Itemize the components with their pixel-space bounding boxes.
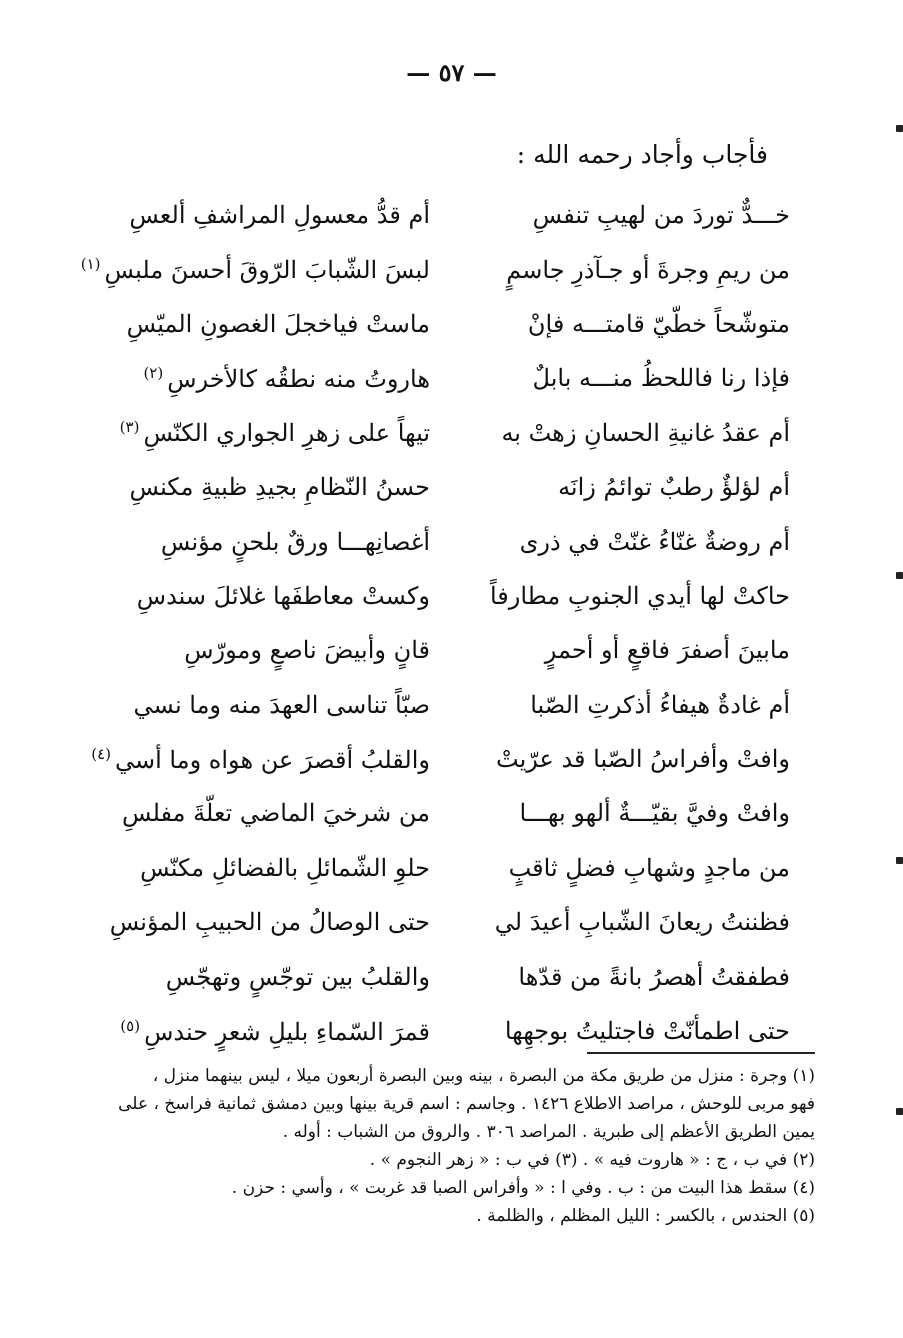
verse-line: [95, 841, 790, 895]
verse-first-hemistich: حتى اطمأنّتْ فاجتليتُ بوجهِها: [504, 1017, 790, 1046]
footnote-separator: [587, 1052, 815, 1054]
verse-second-hemistich: [95, 528, 430, 556]
footnote-line: (٤) سقط هذا البيت من : ب . وفي ا : « وأفراس الصبا قد غربت » ، وأسي : حزن .: [231, 1178, 815, 1198]
verse-line: [95, 569, 790, 623]
verse-second-hemistich: [80, 255, 430, 285]
verse-line: [95, 1004, 790, 1058]
verse-line: [95, 460, 790, 514]
verse-second-hemistich-text: أم قدُّ معسولِ المراشفِ ألعسِ: [129, 201, 430, 230]
verse-first-hemistich: مابينَ أصفرَ فاقعٍ أو أحمرٍ: [544, 636, 790, 665]
verse-second-hemistich: [95, 691, 430, 719]
margin-mark: [896, 857, 903, 864]
verse-second-hemistich: [95, 854, 430, 882]
footnote-reference: (٣): [119, 418, 140, 437]
verse-second-hemistich: [95, 201, 430, 229]
verse-first-hemistich: فإذا رنا فاللحظُ منـــه بابلٌ: [532, 364, 790, 393]
verse-first-hemistich: من ماجدٍ وشهابِ فضلٍ ثاقبٍ: [508, 853, 790, 882]
footnotes: [80, 1062, 815, 1230]
verse-first-hemistich: أم عقدُ غانيةِ الحسانِ زهتْ به: [501, 418, 790, 447]
verse-line: [95, 514, 790, 568]
page-number: — ٥٧ —: [406, 58, 497, 87]
verse-second-hemistich-text: والقلبُ أقصرَ عن هواه وما أسي: [115, 745, 430, 774]
verse-second-hemistich: [95, 963, 430, 991]
footnote-reference: (٥): [120, 1016, 141, 1035]
verse-second-hemistich-text: صبّاً تناسى العهدَ منه وما نسي: [133, 690, 430, 719]
footnote-reference: (١): [80, 255, 101, 274]
verse-second-hemistich-text: تيهاً على زهرِ الجواري الكنّسِ: [143, 419, 430, 448]
verse-second-hemistich-text: من شرخيَ الماضي تعلّةَ مفلسِ: [122, 799, 430, 828]
footnote-line: (٢) في ب ، ج : « هاروت فيه » . (٣) في ب : « زهر النجوم » .: [369, 1150, 815, 1170]
verse-line: [95, 351, 790, 405]
verse-second-hemistich-text: قمرَ السّماءِ بليلِ شعرٍ حندسِ: [144, 1017, 430, 1046]
verse-second-hemistich-text: وكستْ معاطفَها غلائلَ سندسِ: [136, 581, 430, 610]
verse-second-hemistich-text: لبسَ الشّبابَ الرّوقَ أحسنَ ملبسِ: [104, 256, 430, 285]
verse-second-hemistich: [95, 1017, 430, 1046]
verse-line: [95, 406, 790, 460]
verse-first-hemistich: متوشّحاً خطّيّ قامتـــه فإنْ: [527, 309, 790, 338]
verse-second-hemistich-text: هاروتُ منه نطقُه كالأخرسِ: [167, 364, 430, 393]
verse-second-hemistich: [95, 473, 430, 501]
verse-first-hemistich: حاكتْ لها أيدي الجنوبِ مطارفاً: [489, 581, 790, 610]
verse-first-hemistich: خـــدٌّ توردَ من لهيبِ تنفسِ: [532, 201, 790, 230]
verse-line: [95, 895, 790, 949]
intro-line: فأجاب وأجاد رحمه الله :: [516, 140, 768, 169]
verse-second-hemistich: [91, 744, 430, 774]
verse-second-hemistich-text: حسنُ النّظامِ بجيدِ ظبيةِ مكنسِ: [129, 473, 430, 502]
verse-line: [91, 732, 790, 786]
verse-second-hemistich-text: قانٍ وأبيضَ ناصعٍ ومورّسِ: [184, 636, 430, 665]
margin-mark: [896, 1108, 903, 1115]
verse-second-hemistich-text: ماستْ فياخجلَ الغصونِ الميّسِ: [126, 309, 430, 338]
verse-second-hemistich: [95, 799, 430, 827]
footnote-line: فهو مربى للوحش ، مراصد الاطلاع ١٤٢٦ . وجاسم : اسم قرية بينها وبين دمشق ثمانية فراسخ ، على: [118, 1094, 815, 1114]
footnote-line: (٥) الحندس ، بالكسر : الليل المظلم ، والظلمة .: [476, 1206, 815, 1226]
verse-line: [95, 297, 790, 351]
verse-second-hemistich: [95, 582, 430, 610]
verse-second-hemistich: [95, 908, 430, 936]
verse-second-hemistich: [95, 418, 430, 447]
verse-line: [95, 949, 790, 1003]
verse-line: [95, 678, 790, 732]
footnote-reference: (٢): [143, 363, 164, 382]
verse-line: [95, 786, 790, 840]
poem: [80, 188, 790, 1058]
verse-second-hemistich-text: حتى الوصالُ من الحبيبِ المؤنسِ: [109, 908, 430, 937]
verse-first-hemistich: فظننتُ ريعانَ الشّبابِ أعيدَ لي: [494, 908, 790, 937]
verse-first-hemistich: وافتْ وفيَّ بقيّـــةٌ ألهو بهـــا: [519, 799, 790, 828]
footnote-line: (١) وجرة : منزل من طريق مكة من البصرة ، بينه وبين البصرة أربعون ميلا ، ليس بينهما منزل ،: [152, 1066, 815, 1086]
verse-line: [95, 623, 790, 677]
footnote-line: يمين الطريق الأعظم إلى طبرية . المراصد ٣٠٦ . والروق من الشباب : أوله .: [282, 1122, 815, 1142]
verse-second-hemistich: [95, 364, 430, 393]
verse-first-hemistich: أم روضةٌ غنّاءُ غنّتْ في ذرى: [519, 527, 790, 556]
footnote-reference: (٤): [91, 744, 111, 763]
verse-first-hemistich: أم لؤلؤٌ رطبٌ توائمُ زانَه: [558, 473, 790, 502]
verse-first-hemistich: من ريمِ وجرةَ أو جـآذرِ جاسمٍ: [506, 255, 790, 284]
verse-first-hemistich: أم غادةٌ هيفاءُ أذكرتِ الصّبا: [530, 690, 790, 719]
verse-second-hemistich-text: أغصانِهـــا ورقٌ بلحنٍ مؤنسِ: [160, 527, 430, 556]
margin-mark: [896, 572, 903, 579]
verse-line: [80, 242, 790, 296]
verse-line: [95, 188, 790, 242]
verse-second-hemistich: [95, 636, 430, 664]
verse-second-hemistich-text: والقلبُ بين توجّسٍ وتهجّسِ: [165, 962, 430, 991]
verse-first-hemistich: فطفقتُ أهصرُ بانةً من قدّها: [518, 962, 790, 991]
margin-mark: [896, 125, 903, 132]
verse-first-hemistich: وافتْ وأفراسُ الصّبا قد عرّيتْ: [496, 745, 790, 774]
verse-second-hemistich-text: حلوِ الشّمائلِ بالفضائلِ مكنّسِ: [140, 853, 430, 882]
verse-second-hemistich: [95, 310, 430, 338]
